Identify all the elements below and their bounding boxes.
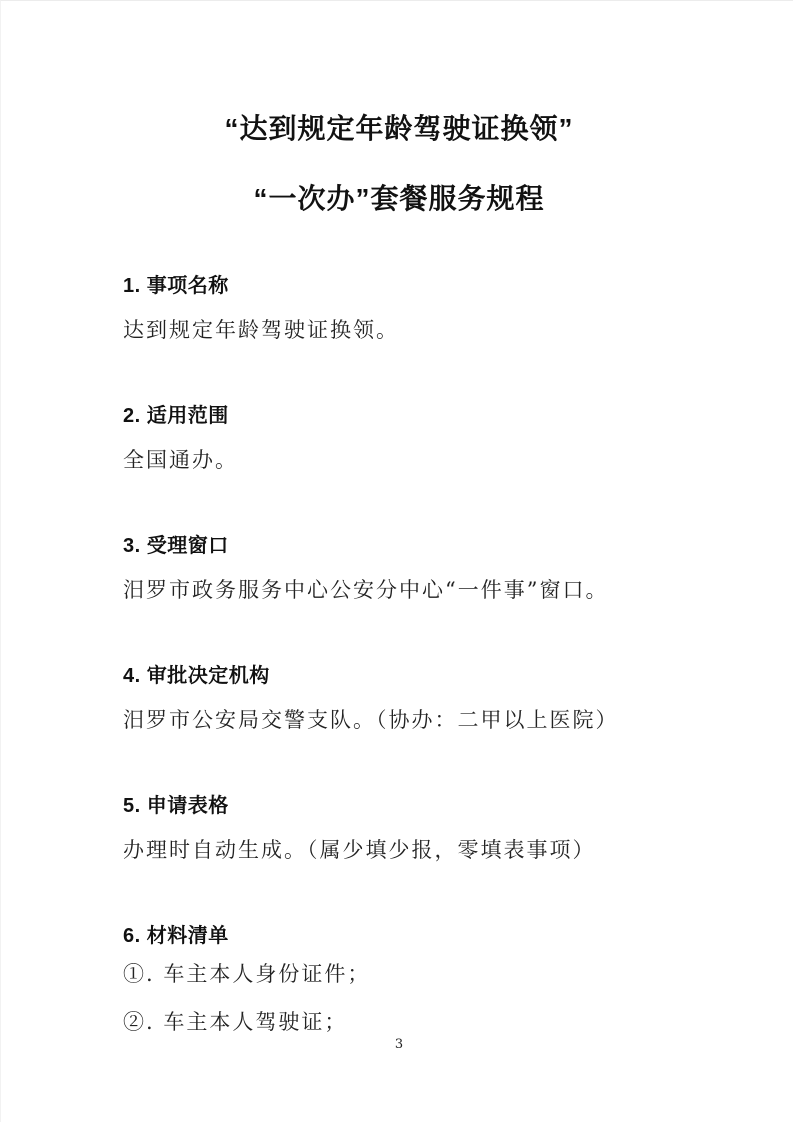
section-heading: 2. 适用范围 xyxy=(123,405,229,427)
section-acceptance-window xyxy=(123,533,675,605)
section-body-text: 全国通办。 xyxy=(123,448,238,472)
section-heading: 3. 受理窗口 xyxy=(123,535,229,557)
section-body-text: 达到规定年龄驾驶证换领。 xyxy=(123,318,399,342)
section-application-form xyxy=(123,793,675,865)
section-body-text: 汨罗市公安局交警支队。（协办：二甲以上医院） xyxy=(123,708,619,732)
material-list-item-2: ②. 车主本人驾驶证； xyxy=(123,1010,348,1034)
section-body-text: 办理时自动生成。（属少填少报，零填表事项） xyxy=(123,838,596,862)
section-heading: 6. 材料清单 xyxy=(123,925,229,947)
section-approval-authority xyxy=(123,663,675,735)
section-scope xyxy=(123,403,675,475)
section-heading: 5. 申请表格 xyxy=(123,795,229,817)
section-heading: 1. 事项名称 xyxy=(123,275,229,297)
document-title-line1: “达到规定年龄驾驶证换领” xyxy=(224,113,574,144)
section-body-text: 汨罗市政务服务中心公安分中心“一件事”窗口。 xyxy=(123,578,609,602)
material-list-item-1: ①. 车主本人身份证件； xyxy=(123,962,371,986)
section-item-name xyxy=(123,273,675,345)
section-material-list xyxy=(123,923,675,1037)
document-title-line2: “一次办”套餐服务规程 xyxy=(253,183,545,214)
section-heading: 4. 审批决定机构 xyxy=(123,665,270,687)
page-number: 3 xyxy=(394,1037,404,1052)
